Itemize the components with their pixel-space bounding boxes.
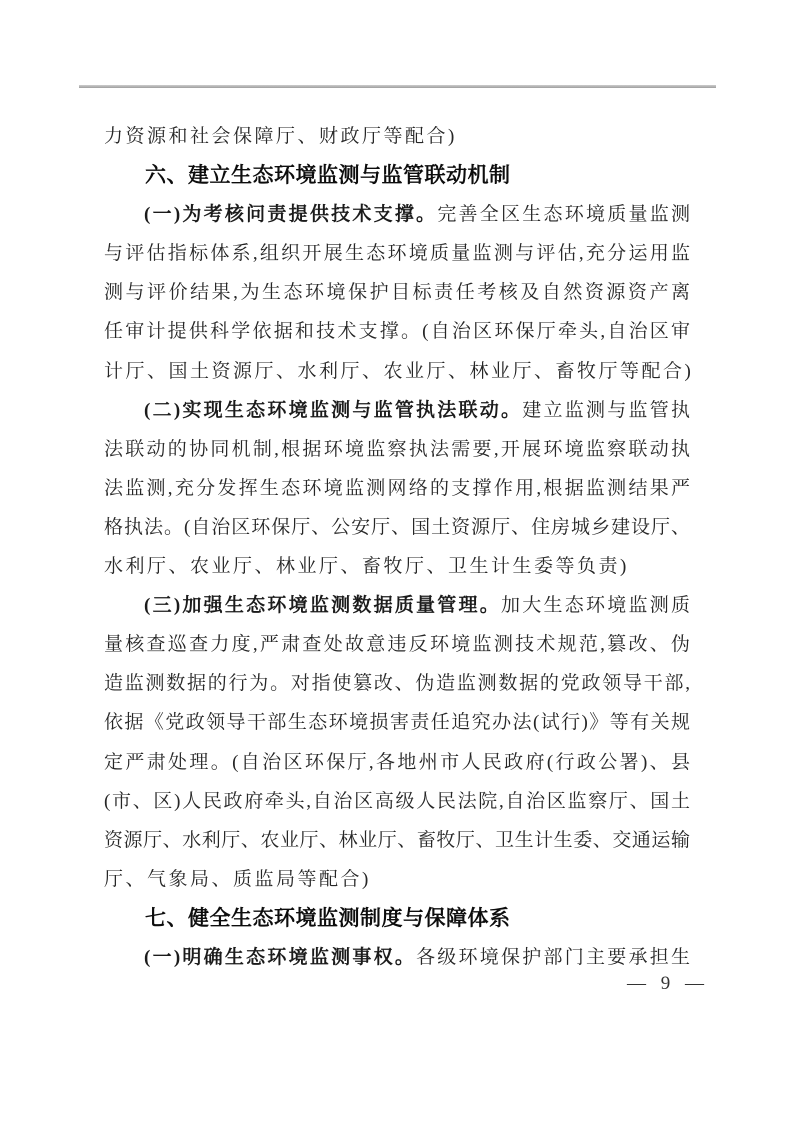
section-heading-six: 六、建立生态环境监测与监管联动机制 — [145, 164, 511, 188]
body-text-line: 定严肃处理。(自治区环保厅,各地州市人民政府(行政公署)、县 — [104, 751, 690, 773]
paragraph-first-line — [104, 938, 690, 977]
body-text-line: 水利厅、农业厅、林业厅、畜牧厅、卫生计生委等负责) — [104, 556, 629, 578]
body-text-line: 任审计提供科学依据和技术支撑。(自治区环保厅牵头,自治区审 — [104, 321, 690, 343]
paragraph-topic-sentence: (三)加强生态环境监测数据质量管理。 — [144, 595, 502, 617]
body-text-line: 与评估指标体系,组织开展生态环境质量监测与评估,充分运用监 — [104, 243, 690, 265]
paragraph-topic-sentence: (一)明确生态环境监测事权。 — [144, 946, 417, 968]
paragraph-first-line — [104, 195, 690, 234]
body-text-line: 量核查巡查力度,严肃查处故意违反环境监测技术规范,篡改、伪 — [104, 634, 690, 656]
header-rule — [79, 85, 716, 88]
body-text-line: 造监测数据的行为。对指使篡改、伪造监测数据的党政领导干部, — [104, 673, 690, 695]
body-text-line: (市、区)人民政府牵头,自治区高级人民法院,自治区监察厅、国土 — [104, 790, 690, 812]
body-text-line: 格执法。(自治区环保厅、公安厅、国土资源厅、住房城乡建设厅、 — [104, 516, 690, 538]
paragraph-first-line — [104, 586, 690, 625]
paragraph-first-line — [104, 391, 690, 430]
body-text: 完善全区生态环境质量监测 — [437, 204, 690, 226]
body-text-line: 测与评价结果,为生态环境保护目标责任考核及自然资源资产离 — [104, 282, 690, 304]
body-text: 各级环境保护部门主要承担生 — [416, 946, 690, 968]
body-text-line: 法联动的协同机制,根据环境监察执法需要,开展环境监察联动执 — [104, 438, 690, 460]
paragraph-topic-sentence: (一)为考核问责提供技术支撑。 — [144, 204, 438, 226]
body-text: 建立监测与监管执 — [522, 399, 690, 421]
section-heading-seven: 七、健全生态环境监测制度与保障体系 — [145, 906, 511, 930]
page-number: — 9 — — [627, 973, 709, 994]
paragraph-continuation-line: 力资源和社会保障厅、财政厅等配合) — [104, 126, 457, 147]
paragraph-topic-sentence: (二)实现生态环境监测与监管执法联动。 — [144, 399, 523, 421]
body-text-line: 法监测,充分发挥生态环境监测网络的支撑作用,根据监测结果严 — [104, 477, 690, 499]
body-text-line: 资源厅、水利厅、农业厅、林业厅、畜牧厅、卫生计生委、交通运输 — [104, 829, 690, 851]
body-text-line: 依据《党政领导干部生态环境损害责任追究办法(试行)》等有关规 — [104, 712, 690, 734]
document-body — [104, 117, 694, 977]
body-text-line: 计厅、国土资源厅、水利厅、农业厅、林业厅、畜牧厅等配合) — [104, 360, 694, 382]
body-text-line: 厅、气象局、质监局等配合) — [104, 868, 371, 890]
body-text: 加大生态环境监测质 — [501, 595, 690, 617]
